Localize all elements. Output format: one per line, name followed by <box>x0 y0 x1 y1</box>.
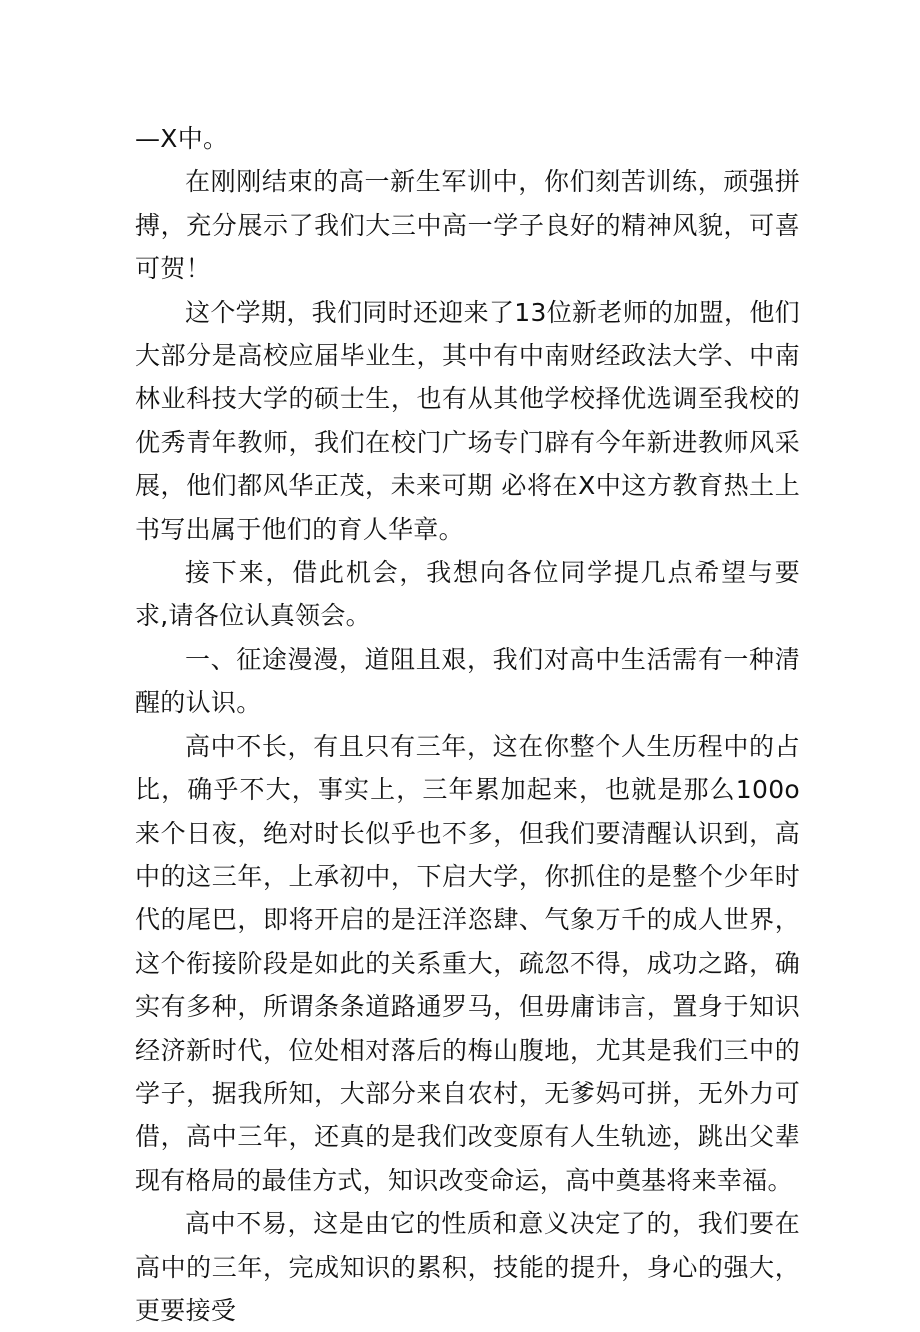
paragraph-5: 一、征途漫漫，道阻且艰，我们对高中生活需有一种清醒的认识。 <box>135 644 800 718</box>
paragraph-7: 高中不易，这是由它的性质和意义决定了的，我们要在高中的三年，完成知识的累积，技能的提升，身心的强大，更要接受 <box>135 1209 800 1325</box>
paragraph-1: —X中。 <box>135 124 229 153</box>
paragraph-6: 高中不长，有且只有三年，这在你整个人生历程中的占比，确乎不大，事实上，三年累加起来，也就是那么100o来个日夜，绝对时长似乎也不多，但我们要清醒认识到，高中的这三年，上承初中，下启大学，你抓住的是整个少年时代的尾巴，即将开启的是汪洋恣肆、气象万千的成人世界，这个衔接阶段是如此的关系重大，疏忽不得，成功之路，确实有多种，所谓条条道路通罗马，但毋庸讳言，置身于知识经济新时代，位处相对落后的梅山腹地，尤其是我们三中的学子，据我所知，大部分来自农村，无爹妈可拼，无外力可借，高中三年，还真的是我们改变原有人生轨迹，跳出父辈现有格局的最佳方式，知识改变命运，高中奠基将来幸福。 <box>135 731 800 1195</box>
paragraph-4: 接下来，借此机会，我想向各位同学提几点希望与要求,请各位认真领会。 <box>135 558 800 631</box>
paragraph-3: 这个学期，我们同时还迎来了13位新老师的加盟，他们大部分是高校应届毕业生，其中有中南财经政法大学、中南林业科技大学的硕士生，也有从其他学校择优选调至我校的优秀青年教师，我们在校门广场专门辟有今年新进教师风采展，他们都风华正茂，未来可期 必将在X中这方教育热土上书写出属于他们的育人华章。 <box>135 297 800 544</box>
document-body <box>135 117 800 1332</box>
paragraph-2: 在刚刚结束的高一新生军训中，你们刻苦训练，顽强拼搏，充分展示了我们大三中高一学子良好的精神风貌，可喜可贺！ <box>135 167 800 284</box>
